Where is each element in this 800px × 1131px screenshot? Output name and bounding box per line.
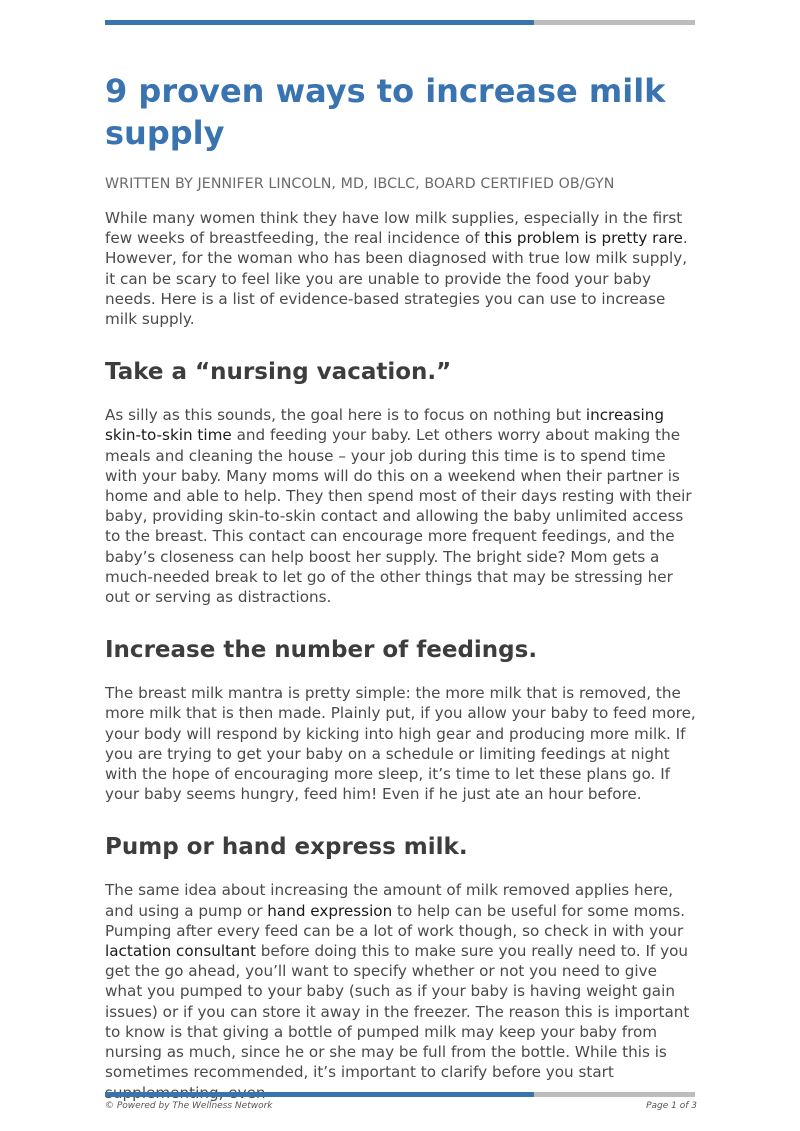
footer-rule — [105, 1092, 695, 1097]
section-increase-feedings — [105, 635, 697, 804]
section-heading: Pump or hand express milk. — [105, 834, 468, 861]
section-text: As silly as this sounds, the goal here is to focus on nothing but — [105, 406, 586, 425]
page-title: 9 proven ways to increase milk supply — [105, 72, 666, 152]
lactation-consultant-link[interactable]: lactation consultant — [105, 942, 256, 961]
page-footer — [105, 1101, 697, 1111]
section-text: and feeding your baby. Let others worry about making the meals and cleaning the house – your job during this time is to spend time with your baby. Many moms will do this on a weekend when their partner is home and able to help. They then spend most of their days resting with their baby, providing skin-to-skin contact and allowing the baby unlimited access to the breast. This contact can encourage more frequent feedings, and the baby’s closeness can help boost her supply. The bright side? Mom gets a much-needed break to let go of the other things that may be stressing her out or serving as distractions. — [105, 426, 692, 607]
hand-expression-link[interactable]: hand expression — [267, 901, 393, 920]
intro-text-1: While many women think they have low milk supplies, especially in the first few weeks of breastfeeding, the real incidence of — [105, 209, 683, 248]
byline: WRITTEN BY JENNIFER LINCOLN, MD, IBCLC, BOARD CERTIFIED OB/GYN — [105, 176, 615, 192]
section-paragraph — [105, 405, 697, 607]
section-text: to help can be useful for some moms. Pumping after every feed can be a lot of work though, so check in with your — [105, 901, 686, 940]
footer-rule-blue — [105, 1092, 534, 1097]
section-pump-express — [105, 832, 697, 1102]
intro-text-2: . However, for the woman who has been diagnosed with true low milk supply, it can be scary to feel like you are unable to provide the food your baby needs. Here is a list of evidence-based strategies you can use to increase milk supply. — [105, 229, 688, 329]
section-text: The same idea about increasing the amount of milk removed applies here, and using a pump or — [105, 881, 674, 920]
article — [105, 70, 697, 1103]
section-paragraph — [105, 880, 697, 1102]
intro-paragraph — [105, 208, 697, 329]
footer-rule-grey — [534, 1092, 695, 1097]
page-number: Page 1 of 3 — [646, 1101, 697, 1111]
skin-to-skin-link[interactable]: increasing skin-to-skin time — [105, 406, 665, 445]
section-paragraph: The breast milk mantra is pretty simple: the more milk that is removed, the more milk that is then made. Plainly put, if you allow your baby to feed more, your body will respond by kicking into high gear and producing more milk. If you are trying to get your baby on a schedule or limiting feedings at night with the hope of encouraging more sleep, it’s time to let these plans go. If your baby seems hungry, feed him! Even if he just ate an hour before. — [105, 684, 696, 804]
section-heading: Increase the number of feedings. — [105, 637, 538, 664]
header-rule-blue — [105, 20, 534, 25]
section-nursing-vacation — [105, 357, 697, 607]
section-text: before doing this to make sure you really need to. If you get the go ahead, you’ll want to specify whether or not you need to give what you pumped to your baby (such as if your baby is having weight gain issues) or if you can store it away in the freezer. The reason this is important to know is that giving a bottle of pumped milk may keep your baby from nursing as much, since he or she may be full from the bottle. While this is sometimes recommended, it’s important to clarify before you start — [105, 942, 690, 1082]
section-heading: Take a “nursing vacation.” — [105, 359, 452, 386]
header-rule — [105, 20, 695, 25]
intro-link[interactable]: this problem is pretty rare — [484, 229, 683, 248]
header-rule-grey — [534, 20, 695, 25]
footer-credit: © Powered by The Wellness Network — [105, 1101, 273, 1111]
